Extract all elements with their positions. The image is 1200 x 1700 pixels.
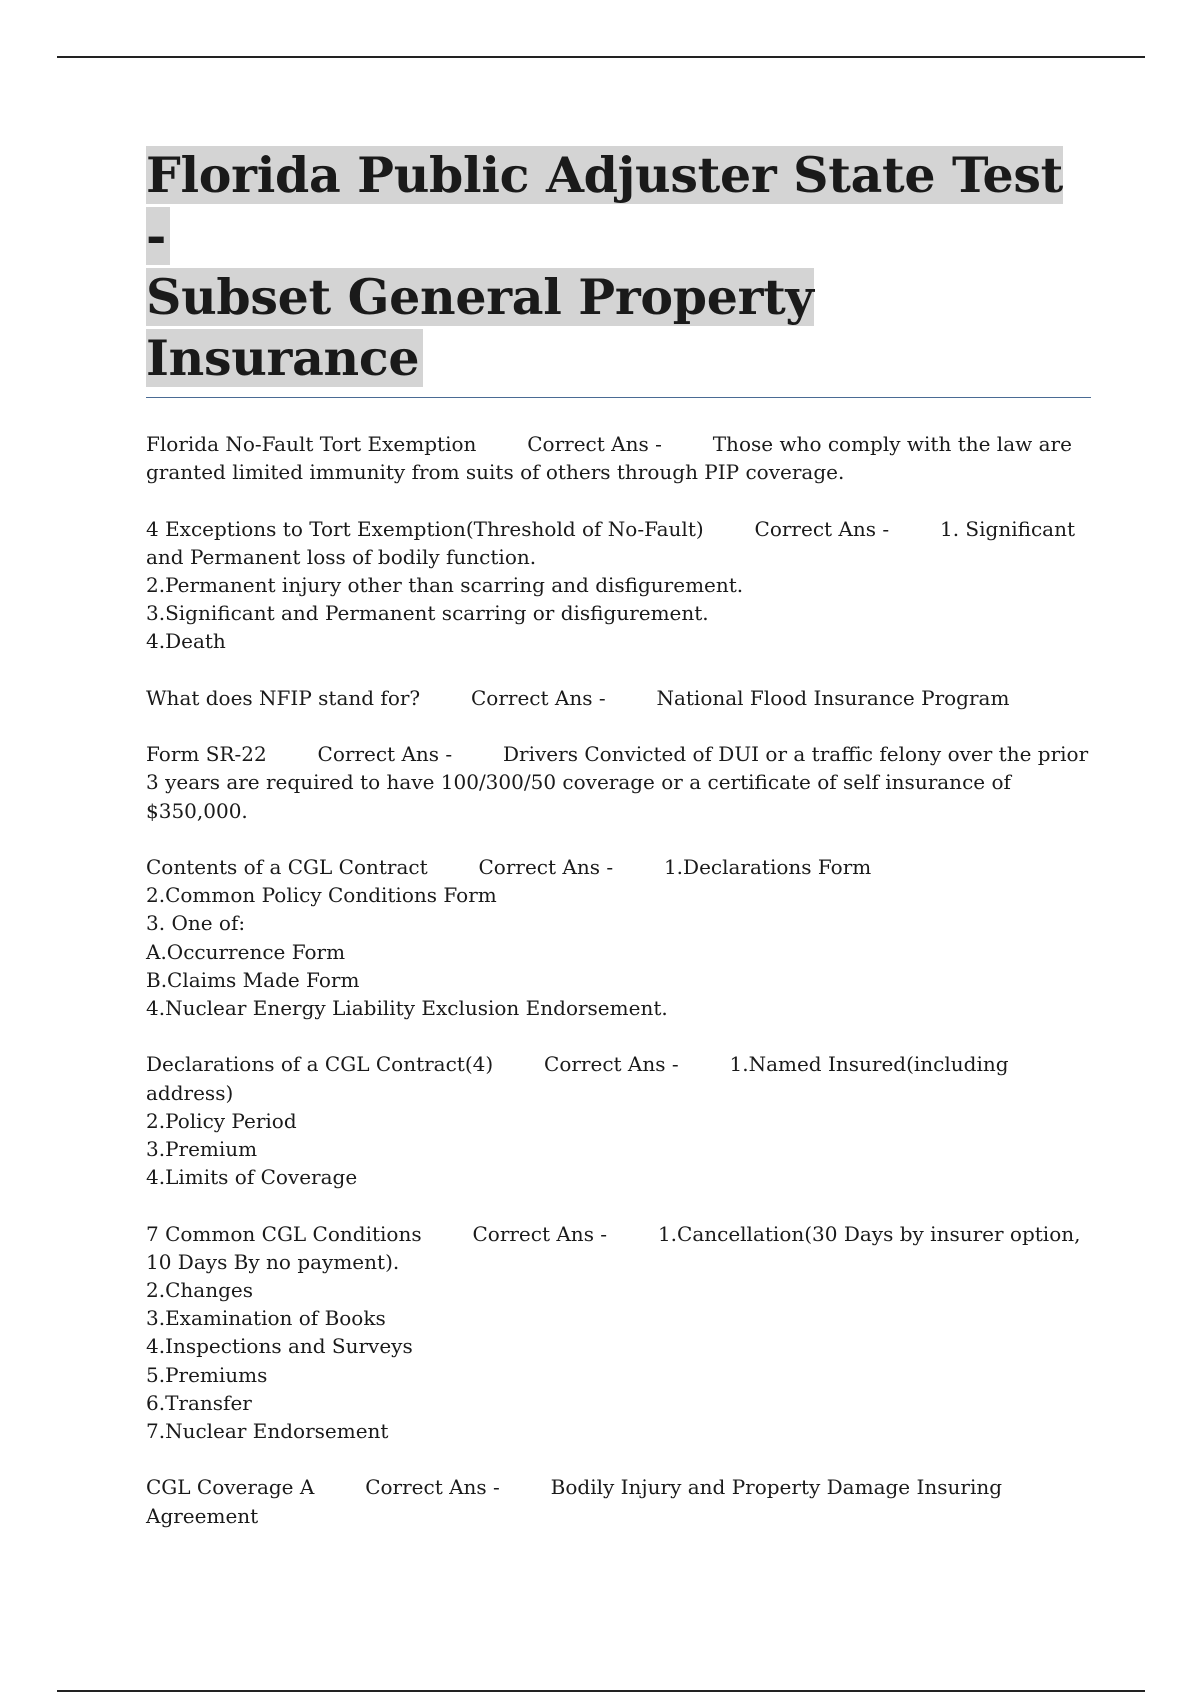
flashcard-entry (146, 1050, 1091, 1191)
answer-marker: Correct Ans - (527, 432, 662, 456)
answer-marker: Correct Ans - (317, 742, 453, 767)
answer-marker: Correct Ans - (754, 516, 890, 541)
flashcard-entry (146, 853, 1091, 1022)
question-text: Form SR-22 (146, 742, 267, 767)
top-rule (57, 56, 1145, 58)
answer-text: Those who comply with the law are granted limited immunity from suits of others through PIP coverage. (146, 432, 1072, 485)
answer-marker: Correct Ans - (478, 854, 614, 879)
page-title (146, 145, 1091, 389)
answer-text: Bodily Injury and Property Damage Insuring Agreement (146, 1475, 1003, 1528)
document-body (146, 145, 1091, 1558)
question-text: What does NFIP stand for? (146, 685, 421, 710)
flashcard-entry (146, 1473, 1091, 1529)
flashcard-entry (146, 1220, 1091, 1446)
answer-marker: Correct Ans - (471, 685, 606, 710)
question-text: Contents of a CGL Contract (146, 854, 428, 879)
flashcard-entry (146, 515, 1091, 656)
flashcard-list (146, 430, 1091, 1530)
answer-marker: Correct Ans - (472, 1221, 608, 1246)
title-line-2: Subset General Property Insurance (146, 268, 814, 387)
answer-text: Drivers Convicted of DUI or a traffic felony over the prior 3 years are required to have 100/300/50 coverage or a certificate of self insurance of $350,000. (146, 742, 1089, 823)
question-text: 7 Common CGL Conditions (146, 1221, 422, 1246)
question-text: Florida No-Fault Tort Exemption (146, 432, 477, 456)
flashcard-entry (146, 740, 1091, 825)
answer-text: 1.Declarations Form 2.Common Policy Conditions Form 3. One of: A.Occurrence Form B.Claims Made Form 4.Nuclear Energy Liability Exclusion Endorsement. (146, 854, 872, 1020)
answer-text: National Flood Insurance Program (656, 685, 1010, 710)
answer-text: 1. Significant and Permanent loss of bodily function. 2.Permanent injury other than scarring and disfigurement. 3.Significant and Permanent scarring or disfigurement. 4.Death (146, 516, 1075, 654)
question-text: Declarations of a CGL Contract(4) (146, 1052, 494, 1077)
answer-text: 1.Named Insured(including address) 2.Policy Period 3.Premium 4.Limits of Coverage (146, 1052, 1009, 1190)
flashcard-entry (146, 684, 1091, 712)
question-text: CGL Coverage A (146, 1475, 315, 1500)
answer-marker: Correct Ans - (365, 1475, 500, 1500)
title-line-1: Florida Public Adjuster State Test - (146, 146, 1064, 265)
flashcard-entry (146, 430, 1091, 486)
bottom-rule (57, 1690, 1145, 1692)
answer-marker: Correct Ans - (544, 1052, 679, 1077)
title-underline (146, 397, 1091, 398)
answer-text: 1.Cancellation(30 Days by insurer option, 10 Days By no payment). 2.Changes 3.Examination of Books 4.Inspections and Surveys 5.Premiums 6.Transfer 7.Nuclear Endorsement (146, 1221, 1081, 1444)
question-text: 4 Exceptions to Tort Exemption(Threshold of No-Fault) (146, 516, 704, 541)
